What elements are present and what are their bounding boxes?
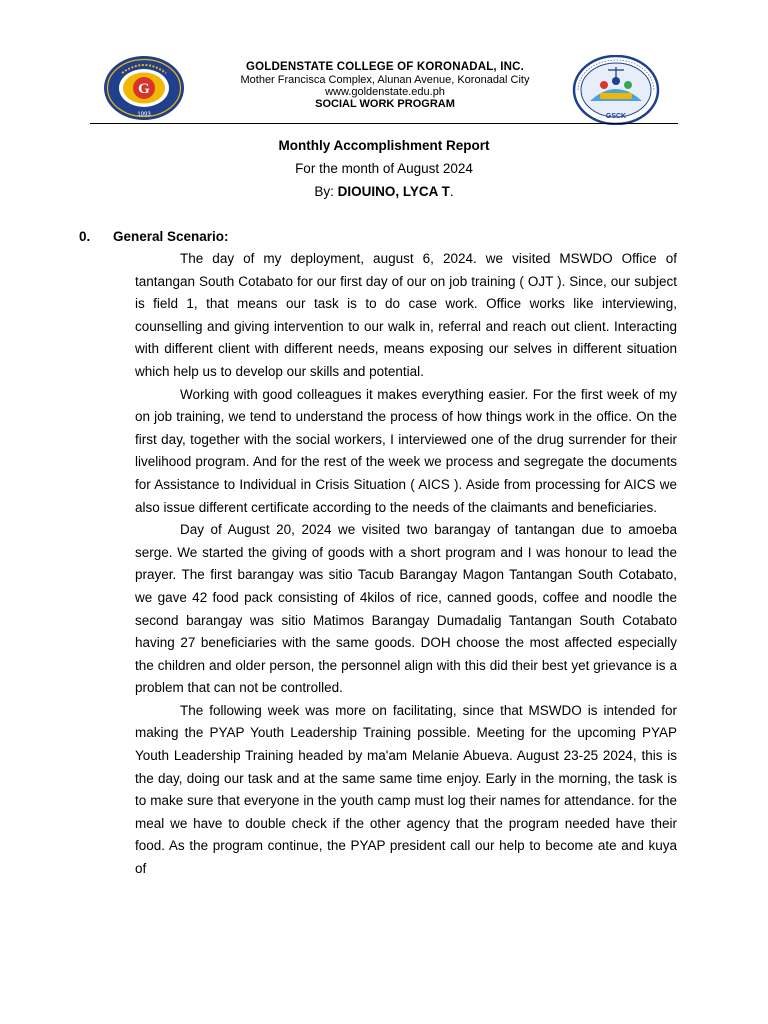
seal-monogram: G [138, 81, 150, 97]
report-title: Monthly Accomplishment Report [278, 138, 490, 153]
program-name: SOCIAL WORK PROGRAM [315, 98, 455, 110]
report-body [135, 248, 677, 881]
paragraph: The following week was more on facilitating, since that MSWDO is intended for making the PYAP Youth Leadership Training possible. Meeting for the upcoming PYAP Youth Leadership Training headed by ma'am Melanie Abueva. August 23-25 2024, this is the day, doing our task and at the same same time enjoy. Early in the morning, the task is to make sure that everyone in the youth camp must log their names for attendance. for the meal we have to double check if the other agency that the program needed have their food. As the program continue, the PYAP president call our help to become ate and kuya of [135, 702, 677, 877]
seal-year: 1993 [137, 112, 151, 118]
report-author-line [100, 184, 668, 199]
social-work-program-seal-icon [572, 55, 660, 125]
college-name: GOLDENSTATE COLLEGE OF KORONADAL, INC. [245, 61, 525, 73]
goldenstate-college-seal-icon [102, 55, 186, 121]
paragraph: Working with good colleagues it makes everything easier. For the first week of my on job training, we tend to understand the process of how things work in the office. On the first day, together with the social workers, I interviewed one of the drug surrender for their livelihood program. And for the rest of the week we process and segregate the documents for Assistance to Individual in Crisis Situation ( AICS ). Aside from processing for AICS we also issue different certificate according to the needs of the claimants and beneficiaries. [135, 386, 677, 515]
author-suffix: . [449, 184, 454, 199]
author-name: DIOUINO, LYCA T [337, 184, 450, 199]
header-divider [90, 123, 678, 124]
report-month: For the month of August 2024 [295, 161, 473, 176]
paragraph: The day of my deployment, august 6, 2024. we visited MSWDO Office of tantangan South Cotabato for our first day of our on job training ( OJT ). Since, our subject is field 1, that means our task is to do case work. Office works like interviewing, counselling and giving intervention to our walk in, referral and reach out client. Interacting with different client with different needs, means exposing our selves in different situation which help us to develop our skills and potential. [135, 251, 677, 379]
college-address: Mother Francisca Complex, Alunan Avenue, Koronadal City [240, 74, 530, 86]
section-number: 0. [79, 229, 91, 244]
paragraph: Day of August 20, 2024 we visited two barangay of tantangan due to amoeba serge. We started the giving of goods with a short program and I was honour to lead the prayer. The first barangay was sitio Tacub Barangay Magon Tantangan South Cotabato, we gave 42 food pack consisting of 4kilos of rice, canned goods, coffee and noodle the second barangay was sitio Matimos Barangay Dumadalig Tantangan South Cotabato having 27 beneficiaries with the same goods. DOH choose the most affected especially the children and older person, the personnel align with this did their best yet grievance is a problem that can not be controlled. [135, 522, 677, 696]
section-title: General Scenario: [113, 229, 229, 244]
by-label: By: [314, 184, 338, 199]
seal-abbr: GSCK [605, 113, 627, 120]
college-website: www.goldenstate.edu.ph [325, 86, 445, 98]
